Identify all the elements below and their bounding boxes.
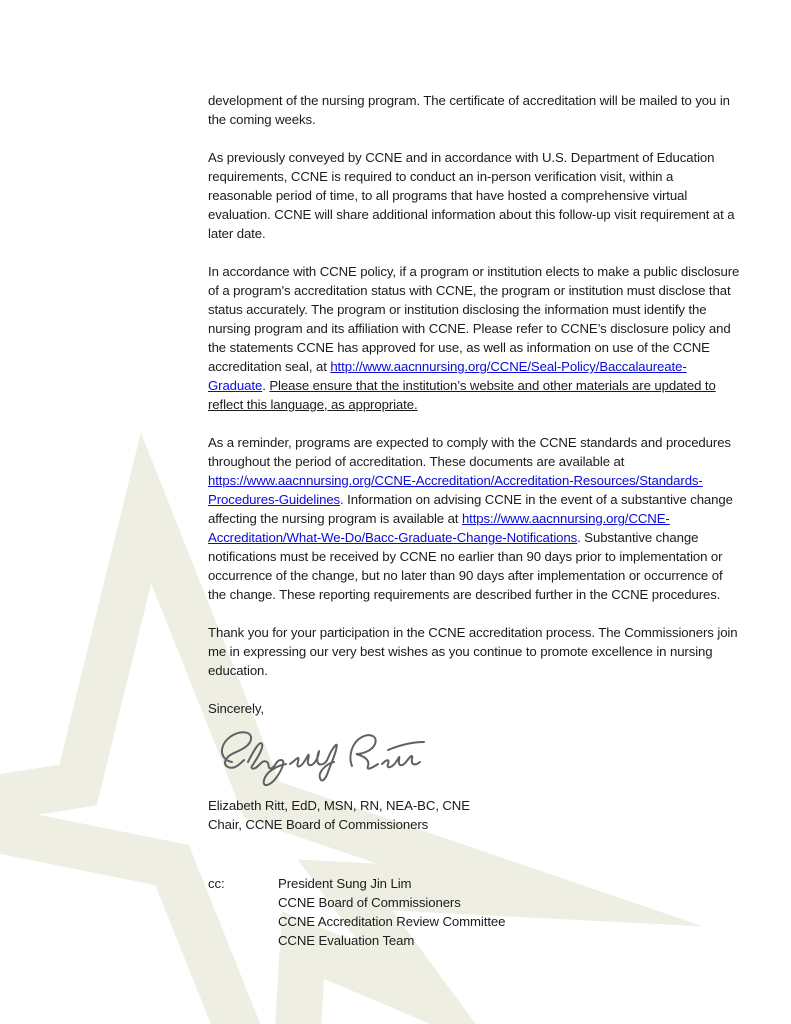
- signature-image: [210, 720, 740, 792]
- signer-title: Chair, CCNE Board of Commissioners: [208, 817, 429, 832]
- signer-block: [208, 796, 740, 834]
- cc-list: [278, 874, 505, 950]
- cc-item-review-committee: CCNE Accreditation Review Committee: [278, 914, 506, 929]
- cc-item-president: President Sung Jin Lim: [278, 876, 412, 891]
- disclosure-text: In accordance with CCNE policy, if a program or institution elects to make a public disclosure of a program's accreditation status with CCNE, the program or institution must disclose that status accurately. The program or institution disclosing the information must identify the nursing program and its affiliation with CCNE. Please refer to CCNE’s disclosure policy and the statements CCNE has approved for use, as well as information on use of the CCNE accreditation seal, at: [208, 264, 740, 374]
- standards-procedures-link[interactable]: https://www.aacnnursing.org/CCNE-Accreditation/Accreditation-Resources/Standards-Procedures-Guidelines: [208, 473, 703, 507]
- cc-block: [208, 874, 740, 950]
- cc-item-board: CCNE Board of Commissioners: [278, 895, 461, 910]
- paragraph-disclosure: [208, 262, 740, 414]
- standards-middle-text: . Information on advising CCNE in the event of a substantive change affecting the nursing program is available at: [208, 492, 733, 526]
- seal-policy-link[interactable]: http://www.aacnnursing.org/CCNE/Seal-Policy/Baccalaureate-Graduate: [208, 359, 687, 393]
- change-notifications-link[interactable]: https://www.aacnnursing.org/CCNE-Accreditation/What-We-Do/Bacc-Graduate-Change-Notifications: [208, 511, 670, 545]
- paragraph-certificate: development of the nursing program. The certificate of accreditation will be mailed to you in the coming weeks.: [208, 93, 730, 127]
- letter-body: [208, 91, 740, 950]
- signer-name: Elizabeth Ritt, EdD, MSN, RN, NEA-BC, CNE: [208, 798, 470, 813]
- cc-item-evaluation-team: CCNE Evaluation Team: [278, 933, 415, 948]
- paragraph-standards-reminder: [208, 433, 740, 604]
- standards-after-text: . Substantive change notifications must be received by CCNE no earlier than 90 days prior to implementation or occurrence of the change, but no later than 90 days after implementation or occurrence of the change. These reporting requirements are described further in the CCNE procedures.: [208, 530, 723, 602]
- closing-sincerely: Sincerely,: [208, 701, 264, 716]
- paragraph-verification-visit: As previously conveyed by CCNE and in accordance with U.S. Department of Education requirements, CCNE is required to conduct an in-person verification visit, within a reasonable period of time, to all programs that have hosted a comprehensive virtual evaluation. CCNE will share additional information about this follow-up visit requirement at a later date.: [208, 150, 735, 241]
- disclosure-underlined-note: Please ensure that the institution’s website and other materials are updated to reflect this language, as appropriate.: [208, 378, 716, 412]
- cc-label: cc:: [208, 876, 225, 891]
- disclosure-separator: .: [262, 378, 270, 393]
- standards-text: As a reminder, programs are expected to comply with the CCNE standards and procedures throughout the period of accreditation. These documents are available at: [208, 435, 731, 469]
- paragraph-thank-you: Thank you for your participation in the CCNE accreditation process. The Commissioners join me in expressing our very best wishes as you continue to promote excellence in nursing education.: [208, 625, 738, 678]
- signature-strokes-icon: [210, 720, 440, 792]
